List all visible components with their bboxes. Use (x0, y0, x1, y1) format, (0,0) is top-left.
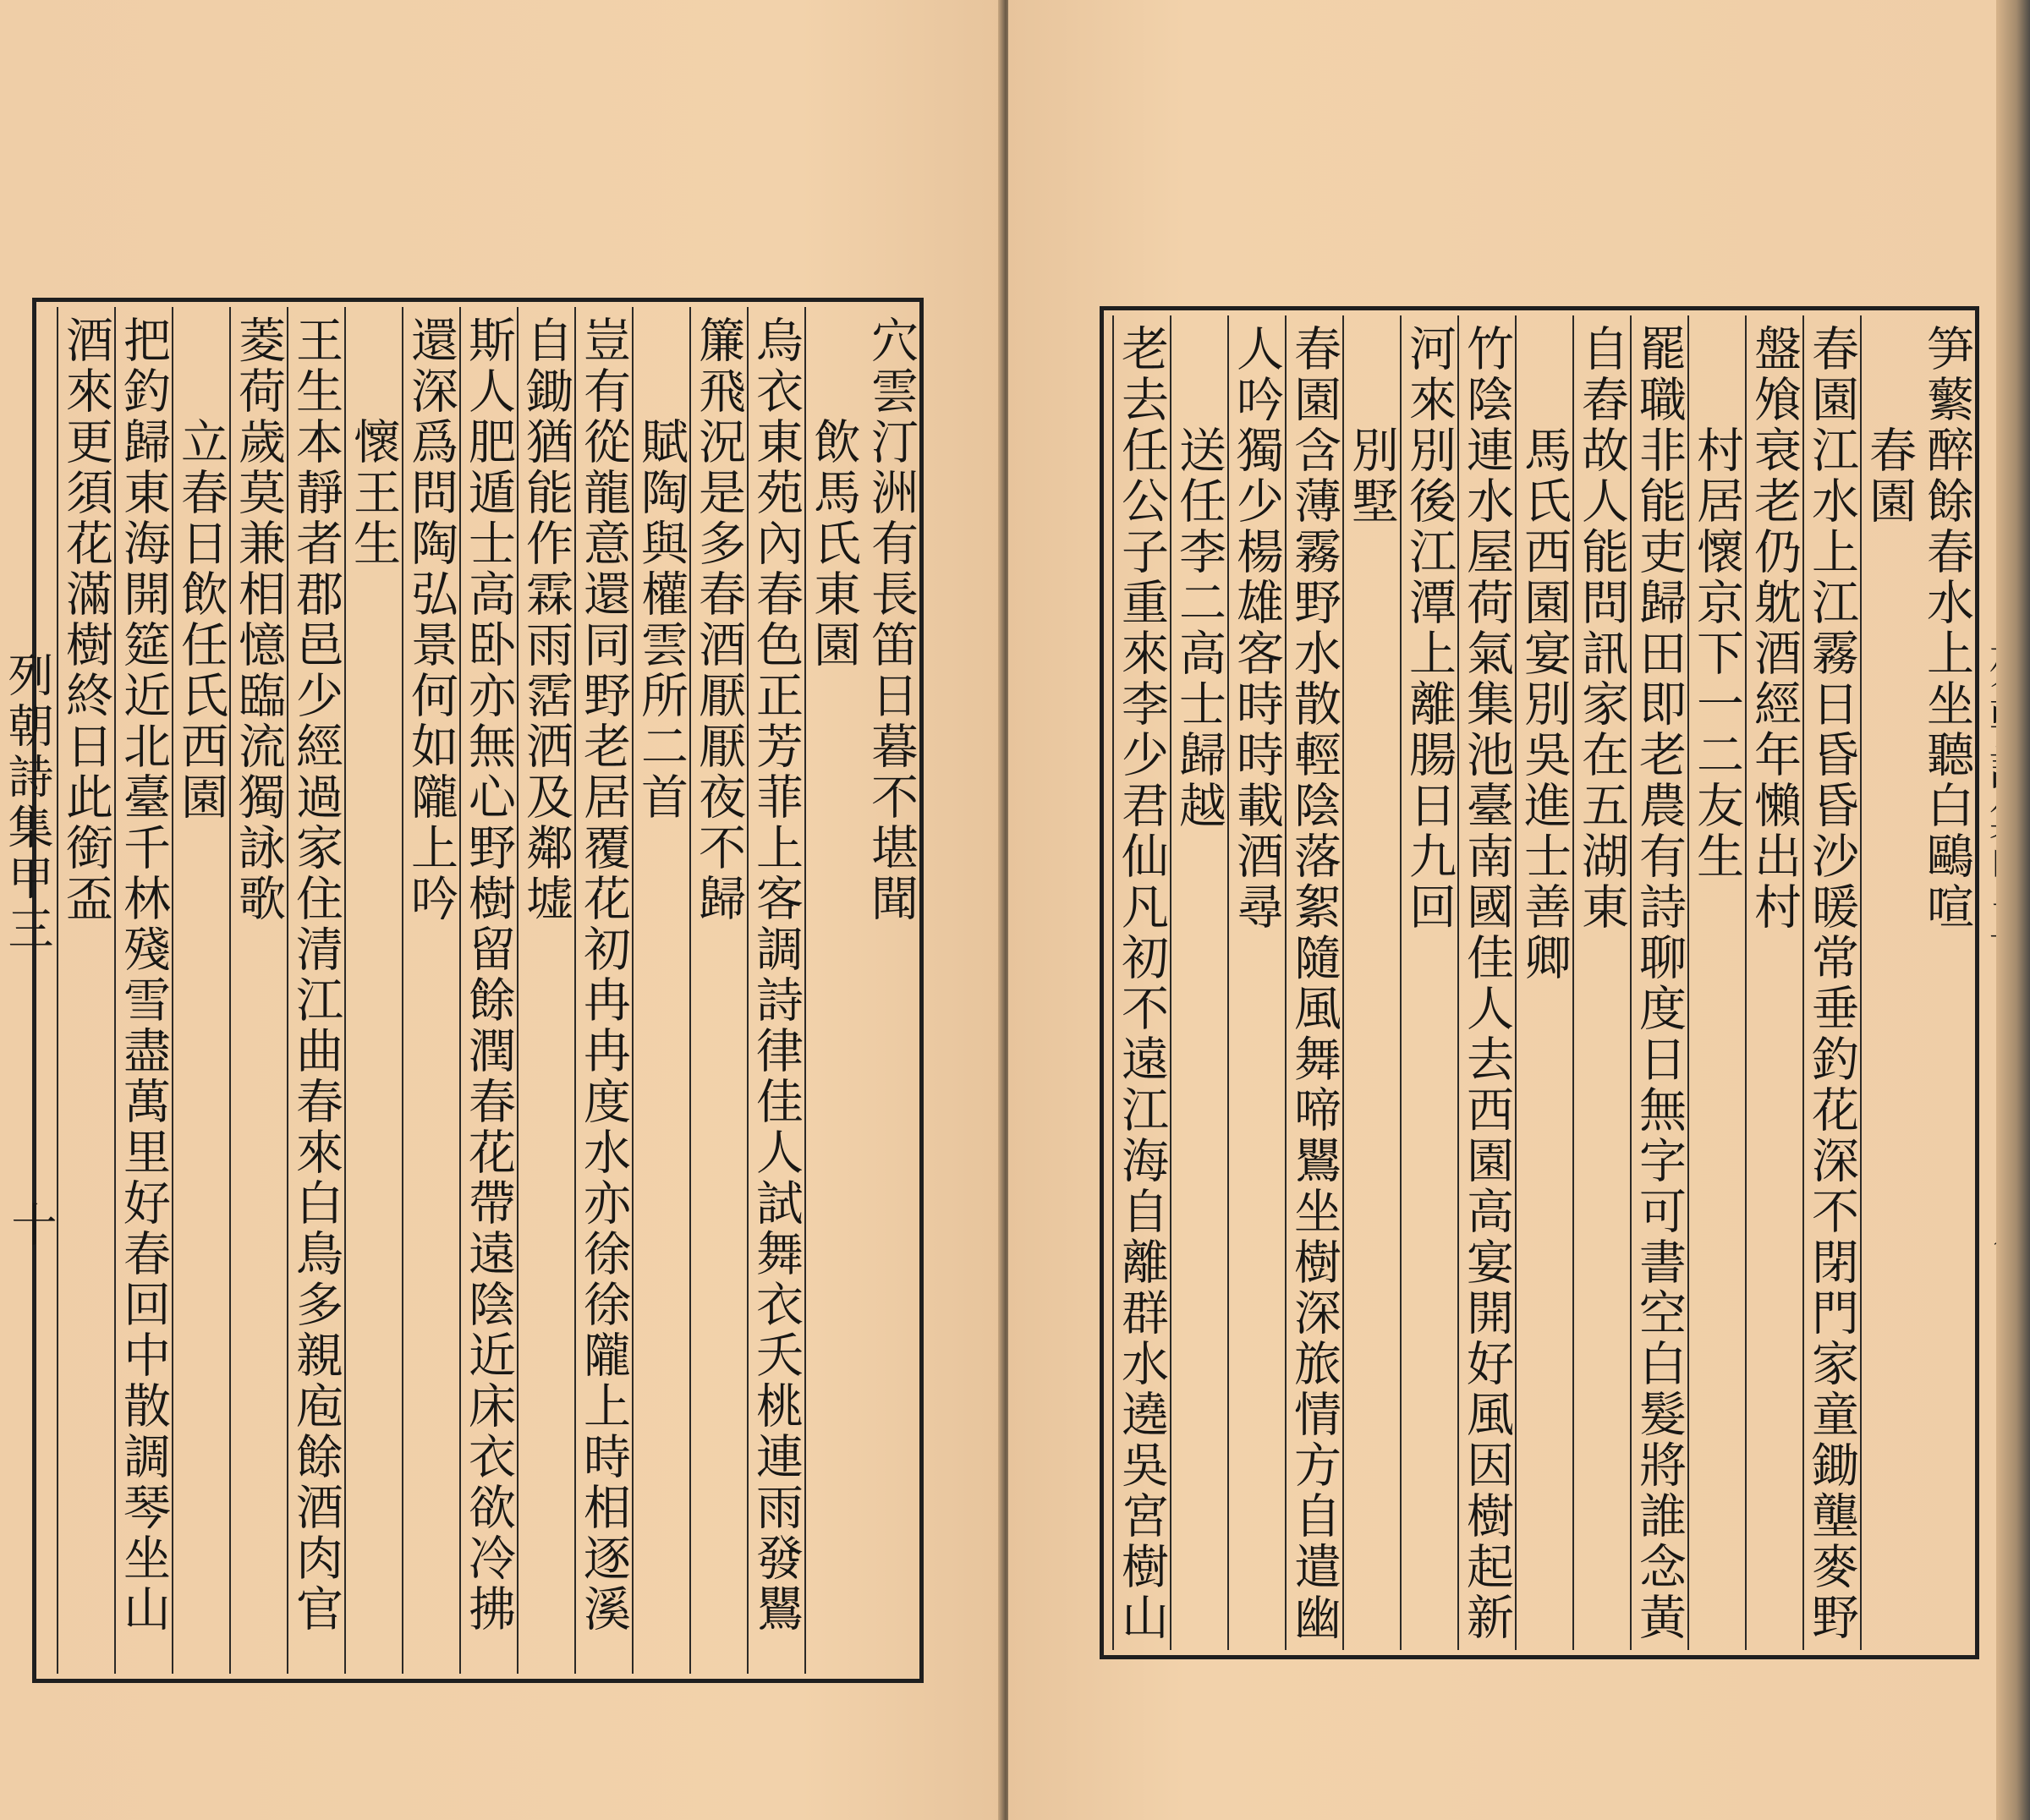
left-page (0, 0, 1001, 1820)
right-col-text: 人吟獨少楊雄客時時載酒尋 (1229, 324, 1284, 933)
right-col-7 (1572, 315, 1630, 1650)
left-col-text: 自鋤猶能作霖雨霑洒及鄰墟 (518, 315, 573, 924)
right-col-text: 春園含薄霧野水散輕陰落絮隨風舞啼鸎坐樹深旅情方自遣幽 (1287, 324, 1341, 1643)
right-col-text: 老去任公子重來李少君仙凡初不遠江海自離群水遶吳宮樹山 (1114, 324, 1169, 1643)
right-col-4 (1745, 315, 1802, 1650)
right-col-text: 別墅 (1344, 425, 1399, 527)
left-col-9 (402, 307, 459, 1674)
left-col-text: 賦陶與權雲所二首 (634, 417, 689, 823)
right-col-2 (1860, 315, 1918, 1650)
right-col-text: 竹陰連水屋荷氣集池臺南國佳人去西園高宴開好風因樹起新 (1459, 324, 1514, 1643)
left-col-text: 簾飛況是多春酒厭厭夜不歸 (691, 315, 746, 924)
right-col-5 (1687, 315, 1745, 1650)
left-col-6 (574, 307, 632, 1674)
left-col-text: 烏衣東苑內春色正芳菲上客調詩律佳人試舞衣夭桃連雨發鸎 (749, 315, 804, 1635)
left-col-text: 酒來更須花滿樹終日此銜盃 (58, 315, 113, 924)
left-col-2 (804, 307, 862, 1674)
right-col-6 (1630, 315, 1687, 1650)
right-col-3 (1802, 315, 1860, 1650)
right-col-text: 馬氏西園宴別吳進士善卿 (1517, 425, 1572, 984)
right-col-text: 罷職非能吏歸田即老農有詩聊度日無字可書空白髮將誰念黃 (1632, 324, 1687, 1643)
left-col-3 (747, 307, 804, 1674)
left-banner-folio: 十 (4, 1201, 58, 1252)
right-col-8 (1515, 315, 1572, 1650)
left-col-text: 豈有從龍意還同野老居覆花初冉冉度水亦徐徐隴上時相逐溪 (576, 315, 631, 1635)
right-col-14 (1170, 315, 1227, 1650)
left-col-14 (114, 307, 172, 1674)
right-col-text: 春園 (1862, 425, 1917, 527)
right-col-13 (1227, 315, 1285, 1650)
book-edge (1996, 0, 2030, 1820)
right-col-11 (1342, 315, 1400, 1650)
right-col-text: 送任李二高士歸越 (1171, 425, 1226, 831)
left-col-text: 把釣歸東海開筵近北臺千林殘雪盡萬里好春回中散調琴坐山 (116, 315, 171, 1635)
right-col-1 (1918, 315, 1975, 1650)
left-col-5 (632, 307, 689, 1674)
left-col-text: 斯人肥遁士高卧亦無心野樹留餘潤春花帶遠陰近床衣欲冷拂 (461, 315, 516, 1635)
left-col-15 (57, 307, 114, 1674)
right-col-10 (1400, 315, 1457, 1650)
right-col-15 (1112, 315, 1170, 1650)
left-col-4 (689, 307, 747, 1674)
right-col-12 (1285, 315, 1342, 1650)
right-col-text: 自舂故人能問訊家在五湖東 (1574, 324, 1629, 933)
left-col-text: 飲馬氏東園 (806, 417, 861, 671)
right-col-text: 笋蘩醉餘春水上坐聽白鷗喧 (1919, 324, 1974, 933)
left-text-frame (32, 298, 924, 1683)
left-col-12 (229, 307, 287, 1674)
left-col-text: 穴雲汀洲有長笛日暮不堪聞 (864, 315, 919, 924)
left-col-13 (172, 307, 229, 1674)
right-col-text: 村居懷京下一二友生 (1689, 425, 1744, 882)
right-text-frame (1100, 306, 1979, 1659)
right-col-text: 盤飧衰老仍躭酒經年懶出村 (1747, 324, 1802, 933)
left-col-text: 菱荷歲莫兼相憶臨流獨詠歌 (231, 315, 286, 924)
left-col-7 (517, 307, 574, 1674)
left-col-text: 王生本靜者郡邑少經過家住清江曲春來白鳥多親庖餘酒肉官 (288, 315, 343, 1635)
left-col-text: 懷王生 (346, 417, 401, 569)
left-col-1 (862, 307, 919, 1674)
right-col-9 (1457, 315, 1515, 1650)
left-banner-title: 列朝詩集甲三 (1, 651, 54, 956)
right-col-text: 河來別後江潭上離腸日九回 (1402, 324, 1457, 933)
left-col-10 (344, 307, 402, 1674)
left-col-text: 還深爲問陶弘景何如隴上吟 (403, 315, 458, 924)
left-col-11 (287, 307, 344, 1674)
left-col-8 (459, 307, 517, 1674)
left-col-text: 立春日飲任氏西園 (173, 417, 228, 823)
right-col-text: 春園江水上江霧日昏昏沙暖常垂釣花深不閉門家童鋤壟麥野 (1804, 324, 1859, 1643)
